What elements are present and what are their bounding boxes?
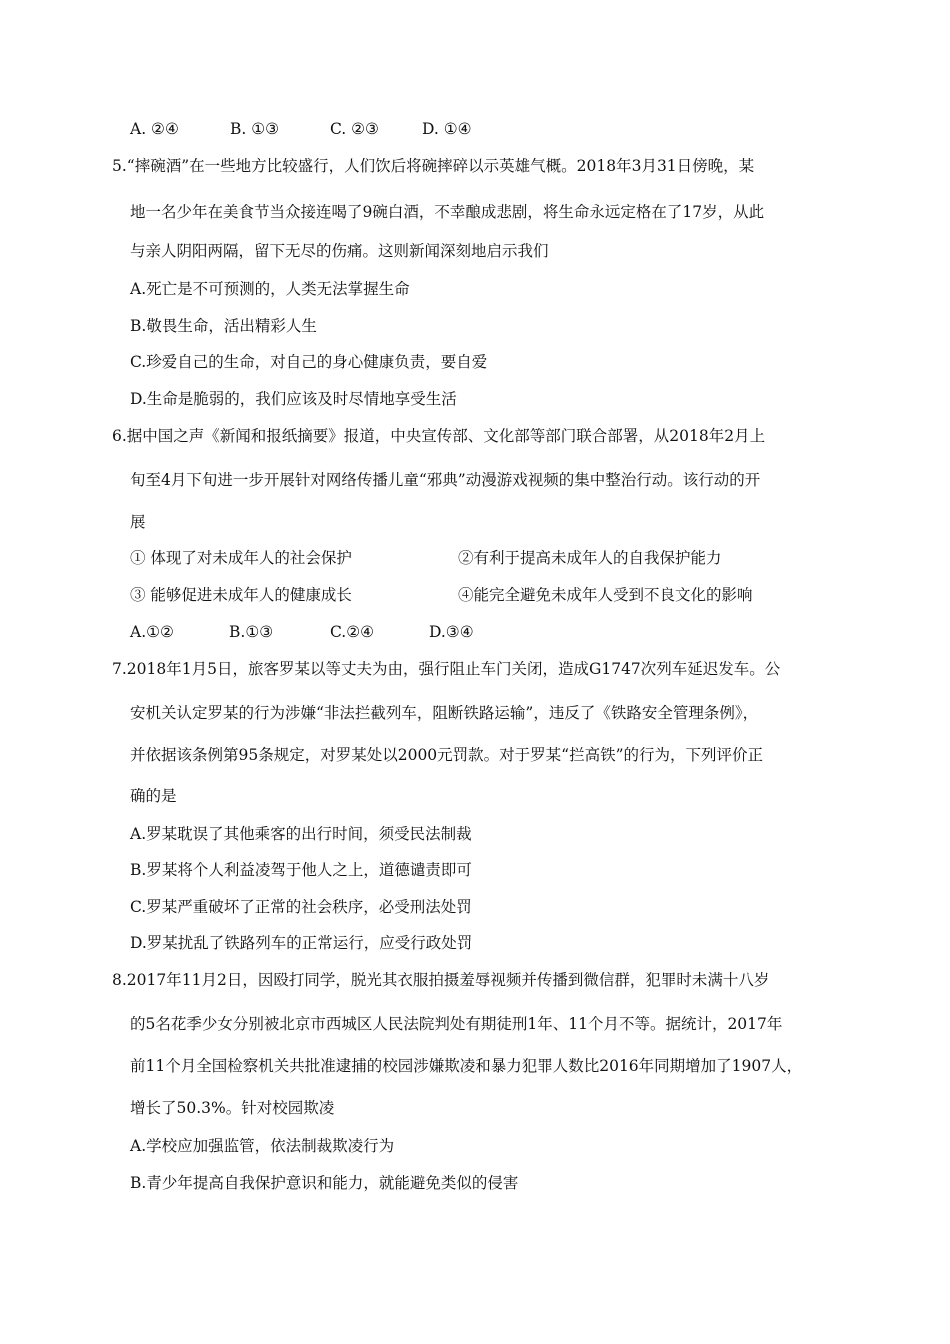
q8-stem-line-1: 8.2017年11月2日，因殴打同学，脱光其衣服拍摄羞辱视频并传播到微信群，犯罪时未满十八岁 [112, 971, 770, 989]
q7-option-c: C.罗某严重破坏了正常的社会秩序，必受刑法处罚 [130, 898, 472, 916]
q5-stem-line-2: 地一名少年在美食节当众接连喝了9碗白酒，不幸酿成悲剧，将生命永远定格在了17岁，从此 [130, 203, 765, 221]
q4-option-c: C. ②③ [330, 120, 379, 138]
q7-stem-line-1: 7.2018年1月5日，旅客罗某以等丈夫为由，强行阻止车门关闭，造成G1747次列车延迟发车。公 [112, 660, 781, 678]
q6-stem-line-1: 6.据中国之声《新闻和报纸摘要》报道，中央宣传部、文化部等部门联合部署，从2018年2月上 [112, 427, 766, 445]
q8-stem-line-3: 前11个月全国检察机关共批准逮捕的校园涉嫌欺凌和暴力犯罪人数比2016年同期增加了1907人， [130, 1057, 803, 1075]
q6-items-row-1 [130, 547, 830, 569]
q5-option-c: C.珍爱自己的生命，对自己的身心健康负责，要自爱 [130, 353, 488, 371]
q7-stem-line-3: 并依据该条例第95条规定，对罗某处以2000元罚款。对于罗某“拦高铁”的行为，下列评价正 [130, 746, 764, 764]
q6-option-d: D.③④ [429, 623, 474, 641]
q4-option-b: B. ①③ [230, 120, 280, 138]
q6-item-1: ① 体现了对未成年人的社会保护 [130, 549, 352, 567]
q6-stem-line-2: 旬至4月下旬进一步开展针对网络传播儿童“邪典”动漫游戏视频的集中整治行动。该行动的开 [130, 471, 761, 489]
q8-stem-line-2: 的5名花季少女分别被北京市西城区人民法院判处有期徒刑1年、11个月不等。据统计，2017年 [130, 1015, 783, 1033]
q5-stem-line-1: 5.“摔碗酒”在一些地方比较盛行，人们饮后将碗摔碎以示英雄气概。2018年3月31日傍晚，某 [112, 157, 755, 175]
q8-option-a: A.学校应加强监管，依法制裁欺凌行为 [130, 1137, 395, 1155]
q5-option-a: A.死亡是不可预测的，人类无法掌握生命 [130, 280, 410, 298]
q6-item-4: ④能完全避免未成年人受到不良文化的影响 [458, 586, 753, 604]
q6-items-row-2 [130, 584, 830, 606]
q6-option-c: C.②④ [330, 623, 375, 641]
q6-option-b: B.①③ [229, 623, 274, 641]
q6-item-3: ③ 能够促进未成年人的健康成长 [130, 586, 352, 604]
q6-item-2: ②有利于提高未成年人的自我保护能力 [458, 549, 722, 567]
q4-options [130, 118, 472, 140]
q5-stem-line-3: 与亲人阴阳两隔，留下无尽的伤痛。这则新闻深刻地启示我们 [130, 242, 549, 260]
q5-option-b: B.敬畏生命，活出精彩人生 [130, 317, 317, 335]
q6-stem-line-3: 展 [130, 513, 146, 531]
q8-stem-line-4: 增长了50.3%。针对校园欺凌 [130, 1099, 335, 1117]
q4-option-a: A. ②④ [130, 120, 179, 138]
q7-stem-line-4: 确的是 [130, 787, 177, 805]
q6-options [130, 621, 474, 643]
q6-option-a: A.①② [130, 623, 174, 641]
q7-option-d: D.罗某扰乱了铁路列车的正常运行，应受行政处罚 [130, 934, 473, 952]
q4-option-d: D. ①④ [422, 120, 472, 138]
q7-option-b: B.罗某将个人利益凌驾于他人之上，道德谴责即可 [130, 861, 472, 879]
q7-option-a: A.罗某耽误了其他乘客的出行时间，须受民法制裁 [130, 825, 472, 843]
q7-stem-line-2: 安机关认定罗某的行为涉嫌“非法拦截列车，阻断铁路运输”，违反了《铁路安全管理条例》， [130, 704, 759, 722]
q8-option-b: B.青少年提高自我保护意识和能力，就能避免类似的侵害 [130, 1174, 519, 1192]
q5-option-d: D.生命是脆弱的，我们应该及时尽情地享受生活 [130, 390, 457, 408]
